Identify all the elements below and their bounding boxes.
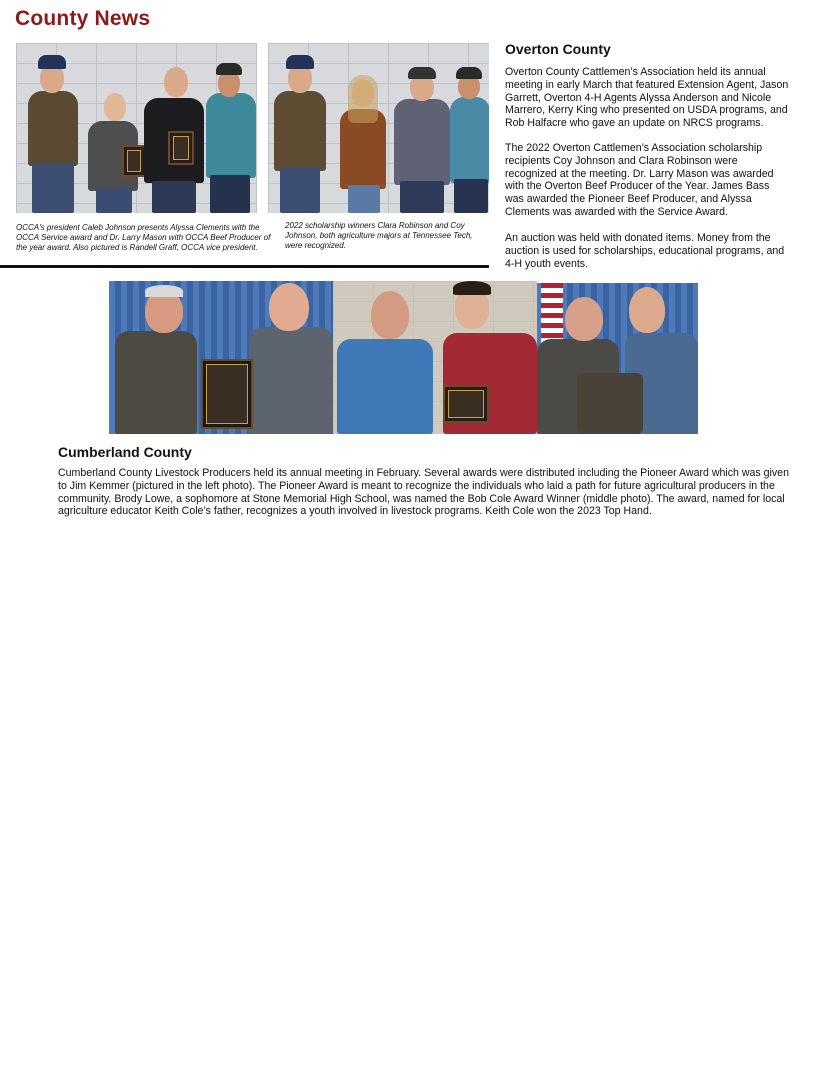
photo-occa-awards	[16, 43, 257, 213]
overton-paragraph-2: The 2022 Overton Cattlemen’s Association scholarship recipients Coy Johnson and Clara Robinson were recognized at the meeting. Dr. Larry Mason was awarded with the Overton Beef Producer of the Year. James Bass was awarded the Pioneer Beef Producer, and Alyssa Clements was awarded with the Service Award.	[505, 142, 774, 218]
caption-occa-awards: OCCA's president Caleb Johnson presents Alyssa Clements with the OCCA Service award and Dr. Larry Mason with OCCA Beef Producer of the year award. Also pictured is Randell Graff, OCCA vice president.	[16, 223, 271, 252]
photo-top-hand	[537, 283, 698, 434]
cumberland-paragraph: Cumberland County Livestock Producers held its annual meeting in February. Several awards were distributed including the Pioneer Award which was given to Jim Kemmer (pictured in the left photo). The Pioneer Award is meant to recognize the individuals who laid a path for future agricultural producers in the community. Brody Lowe, a sophomore at Stone Memorial High School, was named the Bob Cole Award Winner (middle photo). The award, named for local agriculture educator Keith Cole’s father, recognizes a youth involved in livestock programs. Keith Cole won the 2023 Top Hand.	[58, 467, 789, 518]
photo-scholarship-winners	[268, 43, 489, 213]
overton-title: Overton County	[505, 41, 611, 57]
cumberland-title: Cumberland County	[58, 444, 192, 460]
photo-bob-cole-award	[333, 281, 537, 434]
caption-scholarship-winners: 2022 scholarship winners Clara Robinson and Coy Johnson, both agriculture majors at Tennessee Tech, were recognized.	[285, 221, 473, 250]
section-divider	[0, 265, 489, 268]
overton-paragraph-3: An auction was held with donated items. Money from the auction is used for scholarships, educational programs, and 4-H youth events.	[505, 232, 785, 270]
overton-paragraph-1: Overton County Cattlemen’s Association held its annual meeting in early March that featured Extension Agent, Jason Garrett, Overton 4-H Agents Alyssa Anderson and Nicole Marrero, Kerry King who presented on USDA programs, and Rob Halfacre who gave an update on NRCS programs.	[505, 66, 789, 130]
photo-pioneer-award	[109, 281, 333, 434]
page-title: County News	[15, 7, 151, 30]
